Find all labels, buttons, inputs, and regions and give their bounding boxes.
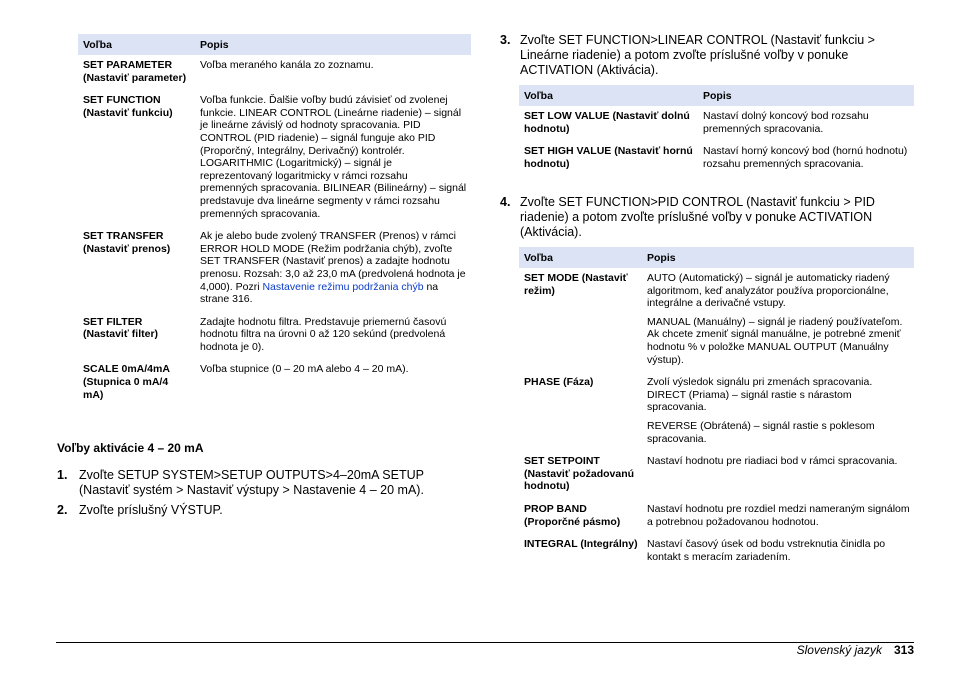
option-description: Nastaví horný koncový bod (hornú hodnotu) rozsahu premenných spracovania. (703, 145, 908, 170)
left-column (78, 34, 471, 407)
option-name: SCALE 0mA/4mA (Stupnica 0 mA/4 mA) (83, 363, 170, 401)
header-description: Popis (698, 85, 914, 106)
step-4 (500, 195, 900, 240)
section-heading: Voľby aktivácie 4 – 20 mA (57, 441, 204, 455)
option-description: Nastaví dolný koncový bod rozsahu premenných spracovania. (703, 110, 869, 135)
step-2 (57, 503, 457, 518)
option-description: Nastaví časový úsek od bodu vstreknutia činidla po kontakt s meracím zariadením. (647, 538, 886, 563)
table-header-row (78, 34, 471, 55)
table-row (519, 141, 914, 176)
option-name: INTEGRAL (Integrálny) (524, 538, 638, 551)
table-header-row (519, 85, 914, 106)
option-name: SET TRANSFER (Nastaviť prenos) (83, 230, 171, 255)
header-description: Popis (642, 247, 914, 268)
table-row (519, 451, 914, 499)
table-header-row (519, 247, 914, 268)
table-row (78, 359, 471, 407)
option-description (642, 268, 914, 372)
step-number: 1. (57, 468, 68, 482)
table-row (78, 55, 471, 90)
option-description (195, 226, 471, 312)
table-row (78, 312, 471, 360)
description-paragraph: REVERSE (Obrátená) – signál rastie s poklesom spracovania. (647, 419, 875, 445)
page-footer (797, 643, 914, 657)
step-text: Zvoľte SETUP SYSTEM>SETUP OUTPUTS>4–20mA SETUP (Nastaviť systém > Nastaviť výstupy > Nastavenie 4 – 20 mA). (79, 468, 424, 497)
linear-control-table (519, 85, 914, 176)
header-option: Voľba (78, 34, 195, 55)
step-1 (57, 468, 457, 498)
pid-control-table (519, 247, 914, 569)
header-description: Popis (195, 34, 471, 55)
table-row (78, 90, 471, 226)
option-name: SET LOW VALUE (Nastaviť dolnú hodnotu) (524, 110, 690, 135)
description-paragraph: MANUAL (Manuálny) – signál je riadený používateľom. Ak chcete zmeniť signál manuálne, je potrebné zmeniť hodnotu % v položke MANUAL OUTPUT (Manuálny výstup). (647, 315, 903, 366)
option-name: SET FUNCTION (Nastaviť funkciu) (83, 94, 173, 119)
cross-reference-link[interactable]: Nastavenie režimu podržania chýb (262, 280, 424, 293)
option-description: Voľba funkcie. Ďalšie voľby budú závisieť od zvolenej funkcie. LINEAR CONTROL (Lineárne riadenie) – signál je lineárne závislý od hodnoty spracovania. PID CONTROL (PID riadenie) – signál funguje ako PID (Proporčný, Integrálny, Derivačný) kontrolér. LOGARITHMIC (Logaritmický) – signál je reprezentovaný logaritmicky v rámci rozsahu premenných spracovania. BILINEAR (Bilineárny) – signál predstavuje dva lineárne segmenty v rámci rozsahu premenných spracovania. (200, 94, 467, 220)
footer-language: Slovenský jazyk (796, 643, 882, 657)
option-name: SET FILTER (Nastaviť filter) (83, 315, 159, 341)
step-text: Zvoľte príslušný VÝSTUP. (79, 503, 223, 517)
footer-divider (56, 642, 914, 643)
description-text: na strane 316. (200, 280, 439, 306)
table-row (519, 499, 914, 534)
table-row (519, 534, 914, 569)
pid-control-table-wrap (519, 247, 914, 569)
option-name: PROP BAND (Proporčné pásmo) (524, 502, 621, 528)
description-text: Ak je alebo bude zvolený TRANSFER (Prenos) v rámci ERROR HOLD MODE (Režim podržania chýb), zvoľte SET TRANSFER (Nastaviť prenos) a zadajte hodnotu prenosu. Rozsah: 3,0 až 23,0 mA (predvolená hodnota je 4,000). Pozri (200, 230, 466, 293)
step-number: 2. (57, 503, 68, 517)
option-name: SET HIGH VALUE (Nastaviť hornú hodnotu) (524, 145, 693, 170)
page-number: 313 (893, 643, 914, 657)
header-option: Voľba (519, 85, 698, 106)
description-paragraph: Zvolí výsledok signálu pri zmenách spracovania. DIRECT (Priama) – signál rastie s nárastom spracovania. (647, 376, 873, 414)
option-description: Voľba meraného kanála zo zoznamu. (200, 59, 374, 71)
option-description: Nastaví hodnotu pre rozdiel medzi nameraným signálom a potrebnou požadovanou hodnotou. (647, 502, 910, 528)
option-name: SET PARAMETER (Nastaviť parameter) (83, 59, 187, 84)
linear-control-table-wrap (519, 85, 914, 176)
step-text: Zvoľte SET FUNCTION>PID CONTROL (Nastaviť funkciu > PID riadenie) a potom zvoľte príslušné voľby v ponuke ACTIVATION (Aktivácia). (520, 195, 875, 239)
step-3 (500, 33, 900, 78)
option-name: PHASE (Fáza) (524, 376, 594, 389)
step-number: 3. (500, 33, 511, 47)
option-description: Zadajte hodnotu filtra. Predstavuje priemernú časovú hodnotu filtra na úrovni 0 až 120 sekúnd (predvolená hodnota je 0). (200, 315, 447, 353)
table-row (519, 372, 914, 451)
table-row (78, 226, 471, 312)
option-description (642, 372, 914, 451)
settings-table (78, 34, 471, 407)
option-description: Voľba stupnice (0 – 20 mA alebo 4 – 20 mA). (200, 363, 409, 376)
option-name: SET SETPOINT (Nastaviť požadovanú hodnotu) (524, 455, 635, 493)
description-paragraph: AUTO (Automatický) – signál je automaticky riadený algoritmom, keď analyzátor používa proporcionálne, integrálne a derivačné vstupy. (647, 272, 890, 310)
step-number: 4. (500, 195, 511, 209)
step-text: Zvoľte SET FUNCTION>LINEAR CONTROL (Nastaviť funkciu > Lineárne riadenie) a potom zvoľte príslušné voľby v ponuke ACTIVATION (Aktivácia). (520, 33, 875, 77)
table-row (519, 268, 914, 372)
table-row (519, 106, 914, 141)
option-name: SET MODE (Nastaviť režim) (524, 272, 628, 297)
option-description: Nastaví hodnotu pre riadiaci bod v rámci spracovania. (647, 455, 898, 468)
header-option: Voľba (519, 247, 642, 268)
